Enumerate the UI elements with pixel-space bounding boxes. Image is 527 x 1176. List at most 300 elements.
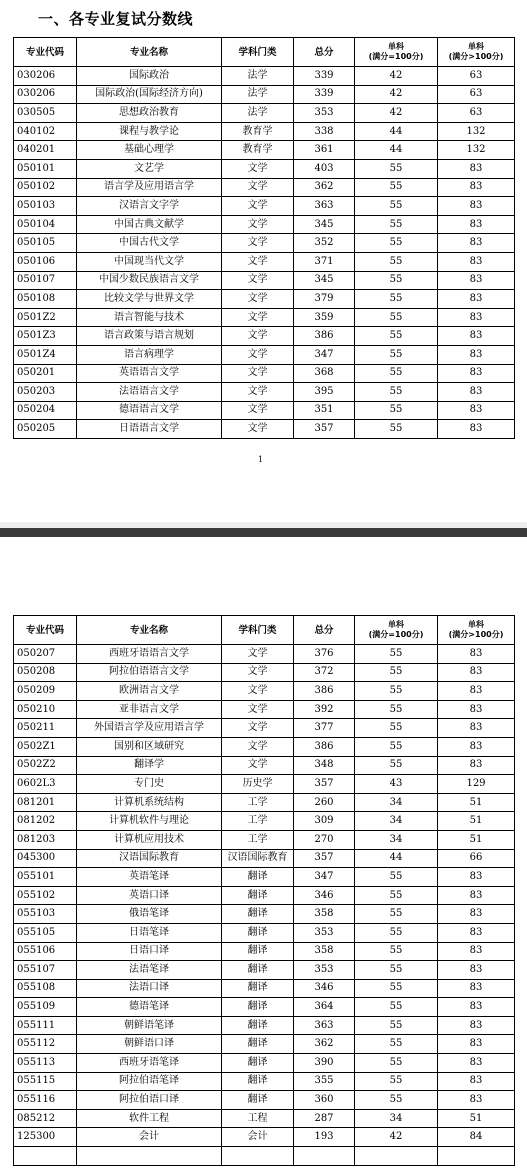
cell-name: 英语语言文学	[77, 364, 222, 383]
cell-single-100: 34	[355, 793, 438, 812]
cell-category: 文学	[222, 719, 294, 738]
cell-category: 法学	[222, 104, 294, 123]
cell-code: 050105	[14, 234, 77, 253]
cell-category: 翻译	[222, 979, 294, 998]
table-row	[14, 1109, 515, 1128]
cell-single-100: 55	[355, 961, 438, 980]
cell-single-gt100: 83	[438, 700, 515, 719]
cell-name: 德语笔译	[77, 998, 222, 1017]
table-row	[14, 979, 515, 998]
cell-total: 363	[294, 1016, 355, 1035]
table-row	[14, 1054, 515, 1073]
cell-single-gt100: 83	[438, 663, 515, 682]
cell-total: 353	[294, 961, 355, 980]
cell-code: 055103	[14, 905, 77, 924]
header-single-gt100	[438, 616, 515, 645]
cell-total: 386	[294, 327, 355, 346]
header-single-100-line1: 单科	[388, 620, 404, 629]
cell-single-gt100: 63	[438, 67, 515, 86]
cell-code: 0602L3	[14, 775, 77, 794]
cell-code: 030505	[14, 104, 77, 123]
header-total: 总分	[294, 616, 355, 645]
cell-name: 欧洲语言文学	[77, 682, 222, 701]
table-row	[14, 682, 515, 701]
cell-total: 358	[294, 942, 355, 961]
cell-total: 345	[294, 271, 355, 290]
table-row	[14, 420, 515, 439]
cell-single-gt100: 51	[438, 793, 515, 812]
table-row	[14, 905, 515, 924]
cell-name: 语言学及应用语言学	[77, 178, 222, 197]
cell-code: 055101	[14, 868, 77, 887]
cell-category: 文学	[222, 271, 294, 290]
cell-name: 专门史	[77, 775, 222, 794]
cell-single-gt100: 66	[438, 849, 515, 868]
cell-name: 中国现当代文学	[77, 252, 222, 271]
cell-category: 文学	[222, 682, 294, 701]
cell-code: 055115	[14, 1072, 77, 1091]
header-single-gt100-line1: 单科	[468, 620, 484, 629]
cell-name: 阿拉伯语笔译	[77, 1072, 222, 1091]
cell-name: 基础心理学	[77, 141, 222, 160]
page-separator-bar	[0, 528, 527, 537]
cell-single-100: 55	[355, 290, 438, 309]
table-row	[14, 401, 515, 420]
cell-single-gt100: 51	[438, 830, 515, 849]
cell-single-gt100: 83	[438, 756, 515, 775]
cell-code	[14, 1147, 77, 1166]
table-row	[14, 1128, 515, 1147]
table-row	[14, 1072, 515, 1091]
table-row	[14, 719, 515, 738]
cell-category: 法学	[222, 67, 294, 86]
cell-single-gt100: 83	[438, 1035, 515, 1054]
cell-category: 翻译	[222, 942, 294, 961]
cell-category: 教育学	[222, 141, 294, 160]
cell-total: 353	[294, 923, 355, 942]
cell-code: 0501Z4	[14, 345, 77, 364]
cell-name: 中国古典文献学	[77, 215, 222, 234]
header-code: 专业代码	[14, 38, 77, 67]
cell-total: 346	[294, 979, 355, 998]
cell-category: 历史学	[222, 775, 294, 794]
cell-total: 357	[294, 420, 355, 439]
cell-code: 050201	[14, 364, 77, 383]
cell-single-gt100: 83	[438, 961, 515, 980]
cell-code: 081202	[14, 812, 77, 831]
cell-total: 353	[294, 104, 355, 123]
cell-name: 翻译学	[77, 756, 222, 775]
cell-total: 392	[294, 700, 355, 719]
cell-total: 339	[294, 67, 355, 86]
table-row	[14, 886, 515, 905]
cell-total: 347	[294, 345, 355, 364]
cell-single-gt100: 83	[438, 327, 515, 346]
table-body-1	[14, 67, 515, 439]
table-row	[14, 700, 515, 719]
cell-single-gt100: 51	[438, 812, 515, 831]
table-row	[14, 942, 515, 961]
cell-single-100: 55	[355, 178, 438, 197]
table-row	[14, 1016, 515, 1035]
header-single-100	[355, 616, 438, 645]
cell-code: 050102	[14, 178, 77, 197]
cell-name: 法语语言文学	[77, 383, 222, 402]
cell-single-gt100: 83	[438, 645, 515, 664]
cell-category: 文学	[222, 197, 294, 216]
cell-code: 050207	[14, 645, 77, 664]
cell-code: 055116	[14, 1091, 77, 1110]
cell-category: 文学	[222, 327, 294, 346]
cell-single-gt100: 83	[438, 215, 515, 234]
cell-total	[294, 1147, 355, 1166]
cell-single-100: 55	[355, 645, 438, 664]
cell-single-gt100: 83	[438, 383, 515, 402]
table-row	[14, 868, 515, 887]
cell-category: 翻译	[222, 886, 294, 905]
cell-total: 287	[294, 1109, 355, 1128]
cell-total: 339	[294, 85, 355, 104]
table-row	[14, 775, 515, 794]
cell-single-100: 55	[355, 700, 438, 719]
cell-single-gt100: 83	[438, 197, 515, 216]
cell-category: 法学	[222, 85, 294, 104]
cell-single-100: 55	[355, 215, 438, 234]
cell-single-gt100: 132	[438, 122, 515, 141]
cell-category: 文学	[222, 401, 294, 420]
cell-total: 368	[294, 364, 355, 383]
cell-single-gt100: 83	[438, 1091, 515, 1110]
cell-total: 361	[294, 141, 355, 160]
cell-total: 390	[294, 1054, 355, 1073]
cell-total: 403	[294, 159, 355, 178]
cell-single-100: 55	[355, 401, 438, 420]
cell-single-gt100: 83	[438, 178, 515, 197]
cell-single-100: 55	[355, 1072, 438, 1091]
cell-single-gt100: 51	[438, 1109, 515, 1128]
cell-code: 045300	[14, 849, 77, 868]
cell-category: 翻译	[222, 905, 294, 924]
header-category: 学科门类	[222, 616, 294, 645]
cell-category: 翻译	[222, 1054, 294, 1073]
header-single-100-line2: (满分=100分)	[368, 630, 424, 639]
table-row	[14, 1035, 515, 1054]
header-category: 学科门类	[222, 38, 294, 67]
cell-category: 文学	[222, 737, 294, 756]
cell-code: 050101	[14, 159, 77, 178]
cell-single-100: 34	[355, 1109, 438, 1128]
cell-single-gt100: 83	[438, 979, 515, 998]
cell-single-gt100: 83	[438, 364, 515, 383]
cell-category: 翻译	[222, 998, 294, 1017]
cell-category: 文学	[222, 663, 294, 682]
cell-single-100: 55	[355, 886, 438, 905]
cell-single-gt100: 83	[438, 942, 515, 961]
header-single-gt100-line2: (满分>100分)	[448, 52, 504, 61]
table-row	[14, 197, 515, 216]
cell-name: 汉语国际教育	[77, 849, 222, 868]
cell-code: 050209	[14, 682, 77, 701]
cell-name: 中国古代文学	[77, 234, 222, 253]
cell-total: 363	[294, 197, 355, 216]
cell-single-100: 44	[355, 122, 438, 141]
cell-single-100: 55	[355, 868, 438, 887]
cell-total: 386	[294, 737, 355, 756]
header-single-100	[355, 38, 438, 67]
cell-name: 朝鲜语口译	[77, 1035, 222, 1054]
table-row	[14, 961, 515, 980]
cell-total: 260	[294, 793, 355, 812]
cell-total: 371	[294, 252, 355, 271]
cell-single-100: 55	[355, 364, 438, 383]
cell-category: 工学	[222, 793, 294, 812]
cell-name: 西班牙语语言文学	[77, 645, 222, 664]
cell-single-gt100: 84	[438, 1128, 515, 1147]
cell-category: 翻译	[222, 1072, 294, 1091]
cell-total: 346	[294, 886, 355, 905]
cell-total: 362	[294, 178, 355, 197]
cell-code: 050106	[14, 252, 77, 271]
cell-total: 352	[294, 234, 355, 253]
cell-single-100: 55	[355, 979, 438, 998]
cell-single-100: 55	[355, 682, 438, 701]
cell-single-100: 42	[355, 1128, 438, 1147]
cell-total: 386	[294, 682, 355, 701]
cell-single-100: 55	[355, 197, 438, 216]
table-row	[14, 327, 515, 346]
cell-single-100: 55	[355, 308, 438, 327]
cell-code: 050108	[14, 290, 77, 309]
cell-total: 360	[294, 1091, 355, 1110]
cell-name: 计算机系统结构	[77, 793, 222, 812]
cell-category: 文学	[222, 215, 294, 234]
cell-name: 日语语言文学	[77, 420, 222, 439]
page-1	[0, 0, 527, 522]
cell-name: 课程与教学论	[77, 122, 222, 141]
cell-name: 英语笔译	[77, 868, 222, 887]
cell-total: 364	[294, 998, 355, 1017]
cell-category: 文学	[222, 252, 294, 271]
table-row	[14, 104, 515, 123]
cell-single-gt100: 132	[438, 141, 515, 160]
header-code: 专业代码	[14, 616, 77, 645]
cell-total: 379	[294, 290, 355, 309]
cell-category: 翻译	[222, 1091, 294, 1110]
cell-code: 050210	[14, 700, 77, 719]
cell-single-100: 42	[355, 104, 438, 123]
cell-single-100: 55	[355, 252, 438, 271]
cell-name: 思想政治教育	[77, 104, 222, 123]
cell-single-100: 55	[355, 383, 438, 402]
cell-total: 357	[294, 849, 355, 868]
cell-single-100: 42	[355, 67, 438, 86]
page-2	[0, 537, 527, 1176]
cell-single-100: 55	[355, 159, 438, 178]
table-row	[14, 364, 515, 383]
cell-code: 055113	[14, 1054, 77, 1073]
header-total: 总分	[294, 38, 355, 67]
cell-category: 文学	[222, 364, 294, 383]
section-title: 一、各专业复试分数线	[38, 10, 194, 28]
page-separator	[0, 522, 527, 537]
cell-category: 教育学	[222, 122, 294, 141]
cell-name: 国别和区域研究	[77, 737, 222, 756]
cell-single-gt100: 83	[438, 886, 515, 905]
cell-total: 377	[294, 719, 355, 738]
cell-single-100: 55	[355, 271, 438, 290]
cell-single-100: 55	[355, 327, 438, 346]
cell-code: 030206	[14, 85, 77, 104]
cell-single-gt100: 83	[438, 401, 515, 420]
cell-code: 081203	[14, 830, 77, 849]
table-row	[14, 141, 515, 160]
cell-single-100: 55	[355, 719, 438, 738]
table-body-2	[14, 645, 515, 1166]
table-row	[14, 308, 515, 327]
cell-category: 文学	[222, 756, 294, 775]
table-row	[14, 830, 515, 849]
cell-category: 汉语国际教育	[222, 849, 294, 868]
cell-single-gt100: 83	[438, 234, 515, 253]
cell-total: 270	[294, 830, 355, 849]
cell-single-100: 55	[355, 998, 438, 1017]
cell-code: 0502Z1	[14, 737, 77, 756]
cell-single-100: 55	[355, 1054, 438, 1073]
cell-name: 西班牙语笔译	[77, 1054, 222, 1073]
table-row	[14, 737, 515, 756]
cell-total: 355	[294, 1072, 355, 1091]
cell-single-100: 55	[355, 905, 438, 924]
cell-category: 文学	[222, 178, 294, 197]
header-single-gt100	[438, 38, 515, 67]
cell-code: 081201	[14, 793, 77, 812]
cell-code: 055106	[14, 942, 77, 961]
header-single-gt100-line1: 单科	[468, 42, 484, 51]
cell-code: 040201	[14, 141, 77, 160]
cell-single-gt100: 63	[438, 104, 515, 123]
cell-category	[222, 1147, 294, 1166]
cell-name: 俄语笔译	[77, 905, 222, 924]
cell-name: 会计	[77, 1128, 222, 1147]
cell-single-100: 55	[355, 1035, 438, 1054]
cell-category: 文学	[222, 234, 294, 253]
table-row	[14, 756, 515, 775]
cell-category: 会计	[222, 1128, 294, 1147]
cell-code: 030206	[14, 67, 77, 86]
cell-total: 362	[294, 1035, 355, 1054]
cell-total: 345	[294, 215, 355, 234]
cell-name: 语言智能与技术	[77, 308, 222, 327]
cell-single-100: 44	[355, 141, 438, 160]
cell-single-100: 55	[355, 756, 438, 775]
table-row	[14, 663, 515, 682]
cell-total: 358	[294, 905, 355, 924]
cell-name: 计算机软件与理论	[77, 812, 222, 831]
cell-single-gt100: 83	[438, 868, 515, 887]
cell-single-gt100: 83	[438, 420, 515, 439]
cell-total: 359	[294, 308, 355, 327]
table-row	[14, 812, 515, 831]
cell-code: 050107	[14, 271, 77, 290]
cell-name: 计算机应用技术	[77, 830, 222, 849]
cell-single-100: 42	[355, 85, 438, 104]
cell-name: 国际政治(国际经济方向)	[77, 85, 222, 104]
table-row	[14, 383, 515, 402]
header-single-100-line2: (满分=100分)	[368, 52, 424, 61]
cell-code: 055112	[14, 1035, 77, 1054]
table-row	[14, 793, 515, 812]
table-row	[14, 645, 515, 664]
cell-name: 阿拉伯语口译	[77, 1091, 222, 1110]
cell-single-100: 34	[355, 830, 438, 849]
cell-total: 309	[294, 812, 355, 831]
cell-name: 朝鲜语笔译	[77, 1016, 222, 1035]
cell-name: 德语语言文学	[77, 401, 222, 420]
table-row	[14, 67, 515, 86]
cell-single-100: 44	[355, 849, 438, 868]
cell-code: 050104	[14, 215, 77, 234]
cell-single-gt100: 83	[438, 308, 515, 327]
cell-code: 050205	[14, 420, 77, 439]
table-row	[14, 1091, 515, 1110]
cell-single-gt100: 83	[438, 998, 515, 1017]
page-number: 1	[258, 455, 264, 464]
cell-total: 357	[294, 775, 355, 794]
cell-name: 法语口译	[77, 979, 222, 998]
table-row	[14, 923, 515, 942]
cell-category: 文学	[222, 383, 294, 402]
cell-single-100: 43	[355, 775, 438, 794]
table-row	[14, 159, 515, 178]
cell-name: 中国少数民族语言文学	[77, 271, 222, 290]
cell-category: 工学	[222, 830, 294, 849]
cell-code: 055109	[14, 998, 77, 1017]
cell-category: 工程	[222, 1109, 294, 1128]
cell-name: 国际政治	[77, 67, 222, 86]
table-row	[14, 345, 515, 364]
table-header-row	[14, 38, 515, 67]
cell-single-gt100: 83	[438, 345, 515, 364]
cell-name: 日语笔译	[77, 923, 222, 942]
cell-single-gt100: 83	[438, 1072, 515, 1091]
cell-single-100: 55	[355, 1016, 438, 1035]
cell-single-100: 55	[355, 345, 438, 364]
cell-name	[77, 1147, 222, 1166]
cell-single-gt100: 129	[438, 775, 515, 794]
table-row	[14, 178, 515, 197]
cell-code: 050203	[14, 383, 77, 402]
table-row	[14, 998, 515, 1017]
cell-total: 376	[294, 645, 355, 664]
cell-single-gt100: 83	[438, 719, 515, 738]
cell-code: 055111	[14, 1016, 77, 1035]
cell-category: 文学	[222, 345, 294, 364]
cell-total: 372	[294, 663, 355, 682]
cell-single-100: 55	[355, 234, 438, 253]
cell-code: 040102	[14, 122, 77, 141]
cell-category: 翻译	[222, 868, 294, 887]
cell-code: 0501Z3	[14, 327, 77, 346]
cell-category: 翻译	[222, 961, 294, 980]
cell-name: 外国语言学及应用语言学	[77, 719, 222, 738]
cell-code: 050103	[14, 197, 77, 216]
cell-name: 日语口译	[77, 942, 222, 961]
cell-name: 英语口译	[77, 886, 222, 905]
cell-code: 125300	[14, 1128, 77, 1147]
cell-code: 055105	[14, 923, 77, 942]
cell-total: 347	[294, 868, 355, 887]
cell-total: 395	[294, 383, 355, 402]
